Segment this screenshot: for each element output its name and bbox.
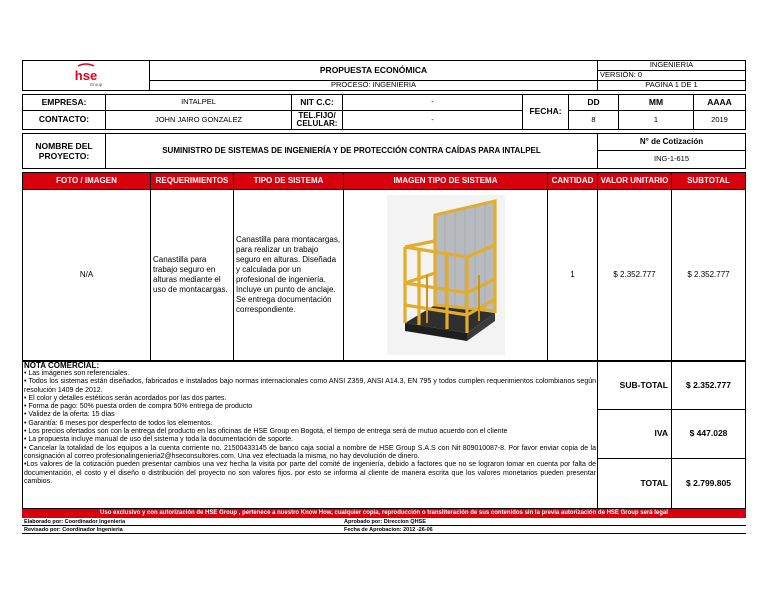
- foto-cell: N/A: [22, 189, 151, 361]
- revisado-por: Revisado por: Coordinador Ingenieria: [22, 526, 342, 534]
- svg-text:Group: Group: [89, 81, 103, 87]
- svg-text:hse: hse: [74, 67, 98, 83]
- mm-label: MM: [618, 94, 694, 111]
- aaaa-label: AAAA: [693, 94, 746, 111]
- total-label: TOTAL: [597, 458, 672, 509]
- total-value: $ 2.799.805: [671, 458, 746, 509]
- note-line: • Forma de pago: 50% puesta orden de compra 50% entrega de producto: [24, 403, 253, 411]
- col-valor-header: VALOR UNITARIO: [597, 172, 672, 190]
- dd-value: 8: [568, 110, 619, 130]
- contacto-value: JOHN JAIRO GONZALEZ: [105, 110, 292, 130]
- forklift-cage-image: [387, 195, 505, 355]
- elaborado-por: Elaborado por: Coordinador Ingenieria: [22, 518, 342, 526]
- proyecto-label: NOMBRE DEL PROYECTO:: [22, 133, 106, 169]
- iva-value: $ 447.028: [671, 409, 746, 459]
- valor-unitario-cell: $ 2.352.777: [597, 189, 672, 361]
- mm-value: 1: [618, 110, 694, 130]
- subtotal-cell: $ 2.352.777: [671, 189, 746, 361]
- requerimientos-cell: Canastilla para trabajo seguro en alturas mediante el uso de montacargas.: [150, 189, 234, 361]
- logo-icon: [66, 63, 106, 89]
- empresa-label: EMPRESA:: [22, 94, 106, 111]
- nota-comercial: [22, 361, 597, 509]
- col-foto-header: FOTO / IMAGEN: [22, 172, 151, 190]
- iva-label: IVA: [597, 409, 672, 459]
- confidentiality-banner: Uso exclusivo y con autorización de HSE Group , pertenece a nuestro Know How, cualquier copia, reproducción o transliteración de sus contenidos sin la previa autorización de HSE Group será legal: [22, 509, 746, 518]
- note-line: •Los valores de la cotización pueden presentar cambios una vez hecha la visita por parte del comité de ingeniería, debido a factores que no se lograron tomar en cuenta por falta de documentación, el costo y el diseño o distribución del proyecto no son valores fijos. por esto se informa al cliente de manera escrita que los valores monetarios pueden presentar cambios.: [24, 461, 596, 485]
- note-line: • Todos los sistemas están diseñados, fabricados e instalados bajo normas internacionales como ANSI Z359, ANSI A14.3, EN 795 y todos cumplen requerimientos colombianos según resolución 1409 de 2012.: [24, 378, 596, 394]
- quote-sheet: [22, 60, 746, 536]
- dd-label: DD: [568, 94, 619, 111]
- col-cantidad-header: CANTIDAD: [547, 172, 598, 190]
- note-line: • Los precios ofertados son con la entrega del producto en las oficinas de HSE Group en Bogotá, el tiempo de entrega será de mutuo acuerdo con el cliente: [24, 428, 508, 436]
- note-line: • La propuesta incluye manual de uso del sistema y toda la documentación de soporte.: [24, 436, 294, 444]
- note-line: • El color y detalles estéticos serán acordados por las dos partes.: [24, 394, 227, 402]
- note-line: • Validez de la oferta: 15 días: [24, 411, 115, 419]
- nit-label: NIT C.C:: [291, 94, 343, 111]
- telefono-value: -: [342, 110, 523, 130]
- hse-group-logo: [22, 60, 150, 91]
- subtotal-value: $ 2.352.777: [671, 361, 746, 410]
- page-label: PAGINA 1 DE 1: [597, 80, 746, 91]
- empresa-value: INTALPEL: [105, 94, 292, 111]
- fecha-label: FECHA:: [522, 94, 569, 130]
- nit-value: -: [342, 94, 523, 111]
- cotizacion-value: ING-1-615: [597, 150, 746, 169]
- col-tipo-header: TIPO DE SISTEMA: [233, 172, 344, 190]
- note-line: • Cancelar la totalidad de los equipos a la cuenta corriente no. 21500433145 de banco caja social a nombre de HSE Group S.A.S con Nit 809010087-8. Por favor enviar copia de la consignación al correo profesionalingenieria2@hseconsultores.com. Una vez efectuada la misma, no hay devolución de dinero.: [24, 444, 596, 460]
- nota-comercial-title: NOTA COMERCIAL:: [24, 361, 100, 370]
- proyecto-value: SUMINISTRO DE SISTEMAS DE INGENIERÍA Y DE PROTECCIÓN CONTRA CAÍDAS PARA INTALPEL: [105, 133, 598, 169]
- cantidad-cell: 1: [547, 189, 598, 361]
- aaaa-value: 2019: [693, 110, 746, 130]
- fecha-aprobacion: Fecha de Aprobacion: 2012 -26-06: [342, 526, 746, 534]
- cotizacion-label: N° de Cotización: [597, 133, 746, 151]
- col-subtotal-header: SUBTOTAL: [671, 172, 746, 190]
- tipo-sistema-cell: Canastilla para montacargas, para realizar un trabajo seguro en alturas. Diseñada y calculada por un profesional de ingeniería. Incluye un punto de anclaje. Se entrega documentación correspondiente.: [233, 189, 344, 361]
- document-title: PROPUESTA ECONÓMICA: [149, 60, 598, 81]
- contacto-label: CONTACTO:: [22, 110, 106, 130]
- subtotal-label: SUB-TOTAL: [597, 361, 672, 410]
- imagen-sistema-cell: [343, 189, 548, 361]
- col-requerimientos-header: REQUERIMIENTOS: [150, 172, 234, 190]
- col-imagen-header: IMAGEN TIPO DE SISTEMA: [343, 172, 548, 190]
- aprobado-por: Aprobado por: Direccion QHSE: [342, 518, 746, 526]
- note-line: • Garantía: 6 meses por desperfecto de todos los elementos.: [24, 419, 213, 427]
- process-label: PROCESO: INGENIERIA: [149, 80, 598, 91]
- telefono-label: TEL.FIJO/ CELULAR:: [291, 110, 343, 130]
- version-label: VERSIÓN: 0: [597, 70, 746, 81]
- department-label: INGENIERIA: [597, 60, 746, 71]
- note-line: • Las imágenes son referenciales.: [24, 370, 130, 377]
